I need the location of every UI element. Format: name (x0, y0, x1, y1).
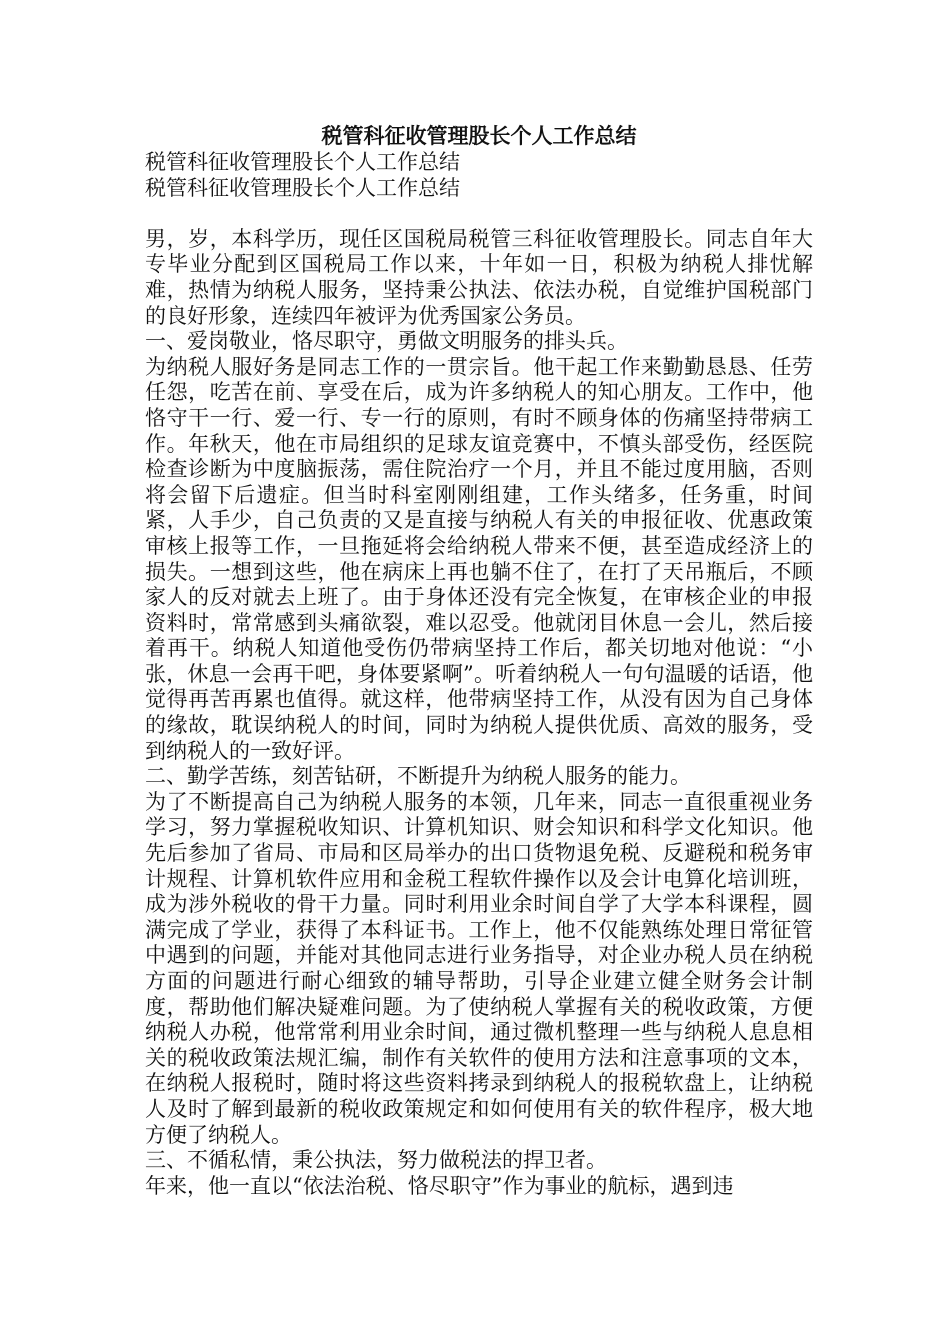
document-subtitle: 税管科征收管理股长个人工作总结 (145, 175, 460, 200)
section-heading-1: 一、爱岗敬业，恪尽职守，勇做文明服务的排头兵。 (145, 329, 628, 354)
document-subtitle: 税管科征收管理股长个人工作总结 (145, 150, 460, 174)
paragraph-section-1: 为纳税人服好务是同志工作的一贯宗旨。他干起工作来勤勤恳恳、任劳任怨，吃苦在前、享受在后，成为许多纳税人的知心朋友。工作中，他恪守干一行、爱一行、专一行的原则，有时不顾身体的伤痛坚持带病工作。年秋天，他在市局组织的足球友谊竞赛中，不慎头部受伤，经医院检查诊断为中度脑振荡，需住院治疗一个月，并且不能过度用脑，否则将会留下后遗症。但当时科室刚刚组建，工作头绪多，任务重，时间紧，人手少，自己负责的又是直接与纳税人有关的申报征收、优惠政策审核上报等工作，一旦拖延将会给纳税人带来不便，甚至造成经济上的损失。一想到这些，他在病床上再也躺不住了，在打了天吊瓶后，不顾家人的反对就去上班了。由于身体还没有完全恢复，在审核企业的申报资料时，常常感到头痛欲裂，难以忍受。他就闭目休息一会儿，然后接着再干。纳税人知道他受伤仍带病坚持工作后，都关切地对他说：“小张，休息一会再干吧，身体要紧啊”。听着纳税人一句句温暖的话语，他觉得再苦再累也值得。就这样，他带病坚持工作，从没有因为自己身体的缘故，耽误纳税人的时间，同时为纳税人提供优质、高效的服务，受到纳税人的一致好评。 (145, 354, 813, 763)
paragraph-section-3: 年来，他一直以“依法治税、恪尽职守”作为事业的航标，遇到违 (145, 1173, 734, 1198)
paragraph-section-2: 为了不断提高自己为纳税人服务的本领，几年来，同志一直很重视业务学习，努力掌握税收知识、计算机知识、财会知识和科学文化知识。他先后参加了省局、市局和区局举办的出口货物退免税、反避税和税务审计规程、计算机软件应用和金税工程软件操作以及会计电算化培训班，成为涉外税收的骨干力量。同时利用业余时间自学了大学本科课程，圆满完成了学业，获得了本科证书。工作上，他不仅能熟练处理日常征管中遇到的问题，并能对其他同志进行业务指导，对企业办税人员在纳税方面的问题进行耐心细致的辅导帮助，引导企业建立健全财务会计制度，帮助他们解决疑难问题。为了使纳税人掌握有关的税收政策，方便纳税人办税，他常常利用业余时间，通过微机整理一些与纳税人息息相关的税收政策法规汇编，制作有关软件的使用方法和注意事项的文本，在纳税人报税时，随时将这些资料拷录到纳税人的报税软盘上，让纳税人及时了解到最新的税收政策规定和如何使用有关的软件程序，极大地方便了纳税人。 (145, 789, 813, 1147)
document-page (145, 122, 813, 1199)
paragraph-intro: 男，岁，本科学历，现任区国税局税管三科征收管理股长。同志自年大专毕业分配到区国税局工作以来，十年如一日，积极为纳税人排忧解难，热情为纳税人服务，坚持秉公执法、依法办税，自觉维护国税部门的良好形象，连续四年被评为优秀国家公务员。 (145, 226, 813, 328)
section-heading-3: 三、不循私情，秉公执法，努力做税法的捍卫者。 (145, 1148, 607, 1173)
document-title: 税管科征收管理股长个人工作总结 (321, 123, 637, 148)
section-heading-2: 二、勤学苦练，刻苦钻研，不断提升为纳税人服务的能力。 (145, 764, 691, 789)
blank-line (145, 201, 813, 227)
